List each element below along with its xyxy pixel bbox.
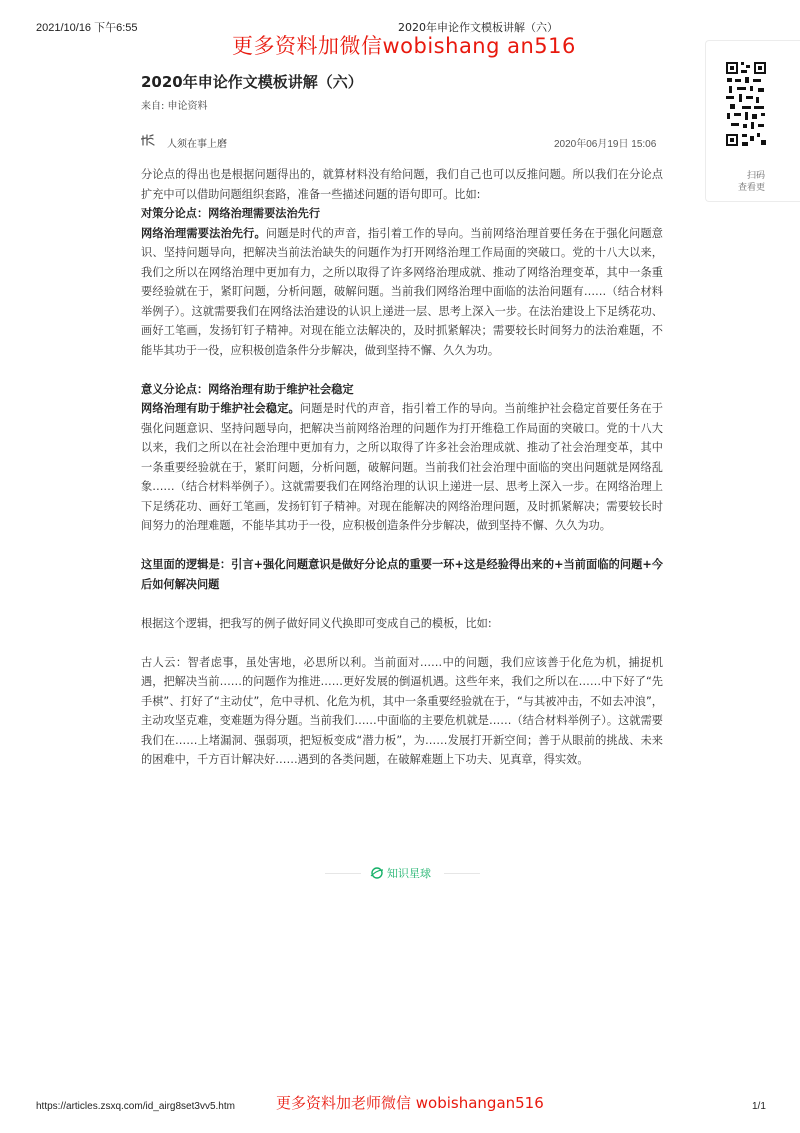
author-name[interactable]: 人须在事上磨 [167, 139, 227, 150]
zsxq-brand-link[interactable] [370, 865, 431, 881]
section1-body: 问题是时代的声音，指引着工作的导向。当前网络治理首要任务在于强化问题意识、坚持问题导向，把解决当前法治缺失的问题作为打开网络治理工作局面的突破口。党的十八大以来，我们之所以在网络治理中更加有力，之所以取得了许多网络治理成就、推动了网络治理变革，其中一条重要经验就在于，紧盯问题，分析问题，破解问题。当前我们网络治理中面临的法治问题有……（结合材料举例子）。这就需要我们在网络法治建设的认识上递进一层、思考上深入一步。在法治建设上下足绣花功、画好工笔画，发扬钉钉子精神。对现在能立法解决的，及时抓紧解决；需要较长时间努力的法治难题，不能毕其功于一役，应积极创造条件分步解决，做到坚持不懈、久久为功。 [141, 226, 663, 357]
article-title: 2020年申论作文模板讲解（六） [141, 73, 363, 91]
brand-label: 知识星球 [387, 867, 431, 880]
intro-paragraph: 分论点的得出也是根据问题得出的，就算材料没有给问题，我们自己也可以反推问题。所以我们在分论点扩充中可以借助问题组织套路，准备一些描述问题的语句即可。比如: [141, 168, 663, 201]
watermark-top: 更多资料加微信wobishang an516 [232, 34, 576, 58]
logic-summary: 这里面的逻辑是：引言+强化问题意识是做好分论点的重要一环+这是经验得出来的+当前面临的问题+今后如何解决问题 [141, 558, 663, 591]
planet-ring-icon [370, 866, 384, 880]
publish-date: 2020年06月19日 15:06 [554, 139, 657, 150]
article-body [141, 165, 663, 770]
footer-divider-right [444, 873, 480, 874]
section2-paragraph [141, 399, 663, 536]
qr-code-card[interactable] [705, 40, 800, 202]
print-header-title: 2020年申论作文模板讲解（六） [398, 21, 558, 34]
section1-paragraph [141, 224, 663, 361]
qr-label-scan: 扫码 [747, 171, 766, 181]
section2-body: 问题是时代的声音，指引着工作的导向。当前维护社会稳定首要任务在于强化问题意识、坚持问题导向，把解决当前网络治理的问题作为打开维稳工作局面的突破口。党的十八大以来，我们之所以在社会治理中更加有力，之所以取得了许多社会治理成就、推动了社会治理变革，其中一条重要经验就在于，紧盯问题，分析问题，破解问题。当前我们社会治理中面临的突出问题就是网络乱象……（结合材料举例子）。这就需要我们在网络治理的认识上递进一层、思考上深入一步。在网络治理上下足绣花功、画好工笔画，发扬钉钉子精神。对现在能解决的网络治理问题，及时抓紧解决；需要较长时间努力的治理难题，不能毕其功于一役，应积极创造条件分步解决，做到坚持不懈、久久为功。 [141, 402, 663, 532]
template-paragraph: 古人云：智者虑事，虽处害地，必思所以利。当前面对……中的问题，我们应该善于化危为机，捕捉机遇，把解决当前……的问题作为推进……更好发展的倒逼机遇。这些年来，我们之所以在……中下好了“先手棋”、打好了“主动仗”，危中寻机、化危为机，其中一条重要经验就在于，“与其被冲击，不如去冲浪”，主动攻坚克难，变难题为得分题。当前我们……中面临的主要危机就是……（结合材料举例子）。这就需要我们在……上堵漏洞、强弱项，把短板变成“潜力板”，为……发展打开新空间；善于从眼前的挑战、未来的困难中，千方百计解决好……遇到的各类问题，在破解难题上下功夫、见真章，得实效。 [141, 655, 663, 766]
section1-heading: 对策分论点：网络治理需要法治先行 [141, 207, 321, 220]
article-source: 来自: 申论资料 [141, 101, 208, 112]
section2-heading: 意义分论点：网络治理有助于维护社会稳定 [141, 382, 354, 396]
template-intro: 根据这个逻辑，把我写的例子做好同义代换即可变成自己的模板，比如: [141, 616, 492, 630]
footer-divider-left [325, 873, 361, 874]
section1-lead: 网络治理需要法治先行。 [141, 226, 266, 240]
page-number: 1/1 [752, 1101, 766, 1112]
signature-icon [141, 133, 155, 147]
watermark-bottom: 更多资料加老师微信 wobishangan516 [276, 1094, 544, 1112]
qr-label-view: 查看更 [738, 183, 766, 193]
section2-lead: 网络治理有助于维护社会稳定。 [141, 402, 300, 415]
page-url: https://articles.zsxq.com/id_airg8set3vv5.htm [36, 1101, 235, 1112]
print-datetime: 2021/10/16 下午6:55 [36, 22, 138, 34]
qr-code-icon [725, 58, 767, 150]
